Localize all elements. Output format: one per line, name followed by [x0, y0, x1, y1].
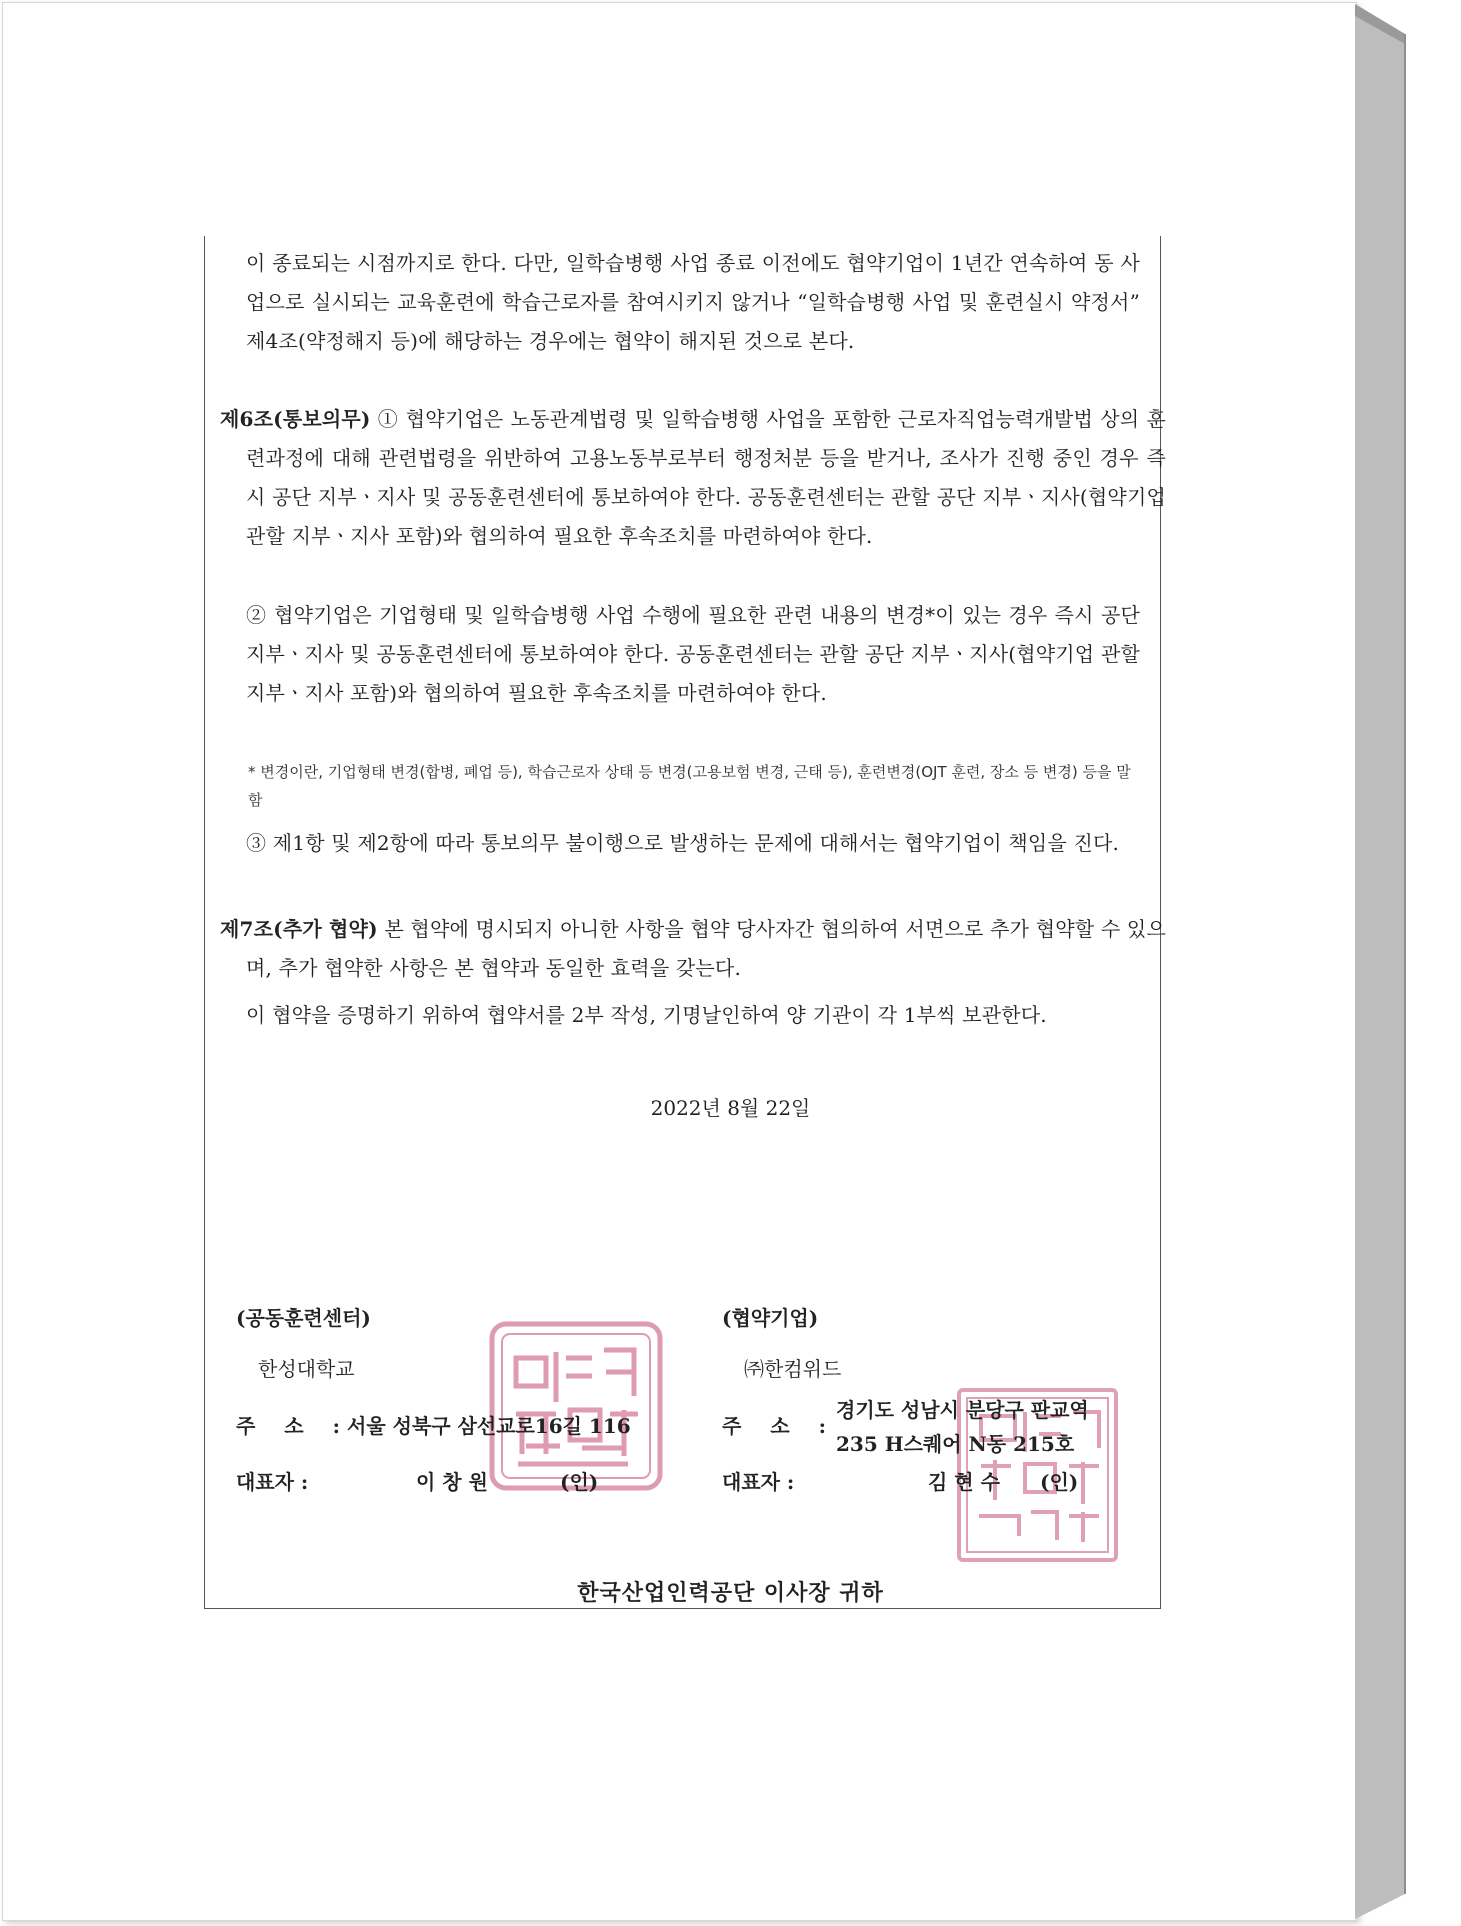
article7 — [220, 910, 1166, 988]
left-party-role: (공동훈련센터) — [236, 1306, 371, 1330]
article7-heading: 제7조(추가 협약) — [220, 917, 378, 941]
article6-clause1 — [220, 400, 1166, 556]
article6-clause3: ③ 제1항 및 제2항에 따라 통보의무 불이행으로 발생하는 문제에 대해서는 협약기업이 책임을 진다. — [246, 831, 1120, 855]
article6-footnote: * 변경이란, 기업형태 변경(합병, 폐업 등), 학습근로자 상태 등 변경(고용보험 변경, 근태 등), 훈련변경(OJT 훈련, 장소 등 변경) 등을 말함 — [248, 763, 1131, 809]
left-party-address-label: 주 소 : — [236, 1414, 340, 1438]
right-party-rep-label: 대표자 : — [722, 1470, 795, 1494]
article6-heading: 제6조(통보의무) — [220, 407, 371, 431]
right-party-role: (협약기업) — [722, 1306, 819, 1330]
left-party-rep-label: 대표자 : — [236, 1470, 309, 1494]
left-party-seal-mark: (인) — [560, 1470, 599, 1494]
agreement-date: 2022년 8월 22일 — [650, 1096, 811, 1120]
right-party-address-line2: 235 H스퀘어 N동 215호 — [836, 1432, 1075, 1456]
article7-body: 본 협약에 명시되지 아니한 사항을 협약 당사자간 협의하여 서면으로 추가 협약할 수 있으며, 추가 협약한 사항은 본 협약과 동일한 효력을 갖는다. — [246, 917, 1166, 980]
right-party-seal-mark: (인) — [1040, 1470, 1079, 1494]
article5-continuation: 이 종료되는 시점까지로 한다. 다만, 일학습병행 사업 종료 이전에도 협약기업이 1년간 연속하여 동 사업으로 실시되는 교육훈련에 학습근로자를 참여시키지 않거나 “일학습병행 사업 및 훈련실시 약정서” 제4조(약정해지 등)에 해당하는 경우에는 협약이 해지된 것으로 본다. — [246, 251, 1140, 353]
right-party-address-label: 주 소 : — [722, 1414, 826, 1438]
left-party-address: 서울 성북구 삼선교로16길 116 — [347, 1414, 631, 1438]
article6-clause2: ② 협약기업은 기업형태 및 일학습병행 사업 수행에 필요한 관련 내용의 변경*이 있는 경우 즉시 공단 지부ㆍ지사 및 공동훈련센터에 통보하여야 한다. 공동훈련센터는 관할 공단 지부ㆍ지사(협약기업 관할 지부ㆍ지사 포함)와 협의하여 필요한 후속조치를 마련하여야 한다. — [246, 603, 1140, 705]
page-stack-edge — [1355, 4, 1413, 1919]
closing-statement: 이 협약을 증명하기 위하여 협약서를 2부 작성, 기명날인하여 양 기관이 각 1부씩 보관한다. — [246, 1003, 1047, 1027]
right-party-address-line1: 경기도 성남시 분당구 판교역 — [836, 1398, 1089, 1422]
left-party-name: 한성대학교 — [258, 1357, 355, 1381]
right-party-rep-name: 김 현 수 — [928, 1470, 1000, 1494]
article6-clause1-text: ① 협약기업은 노동관계법령 및 일학습병행 사업을 포함한 근로자직업능력개발법 상의 훈련과정에 대해 관련법령을 위반하여 고용노동부로부터 행정처분 등을 받거나, 조사가 진행 중인 경우 즉시 공단 지부ㆍ지사 및 공동훈련센터에 통보하여야 한다. 공동훈련센터는 관할 공단 지부ㆍ지사(협약기업 관할 지부ㆍ지사 포함)와 협의하여 필요한 후속조치를 마련하여야 한다. — [246, 407, 1167, 548]
right-party-name: ㈜한컴위드 — [744, 1357, 842, 1381]
addressee-line: 한국산업인력공단 이사장 귀하 — [577, 1580, 884, 1606]
left-party-rep-name: 이 창 원 — [416, 1470, 488, 1494]
